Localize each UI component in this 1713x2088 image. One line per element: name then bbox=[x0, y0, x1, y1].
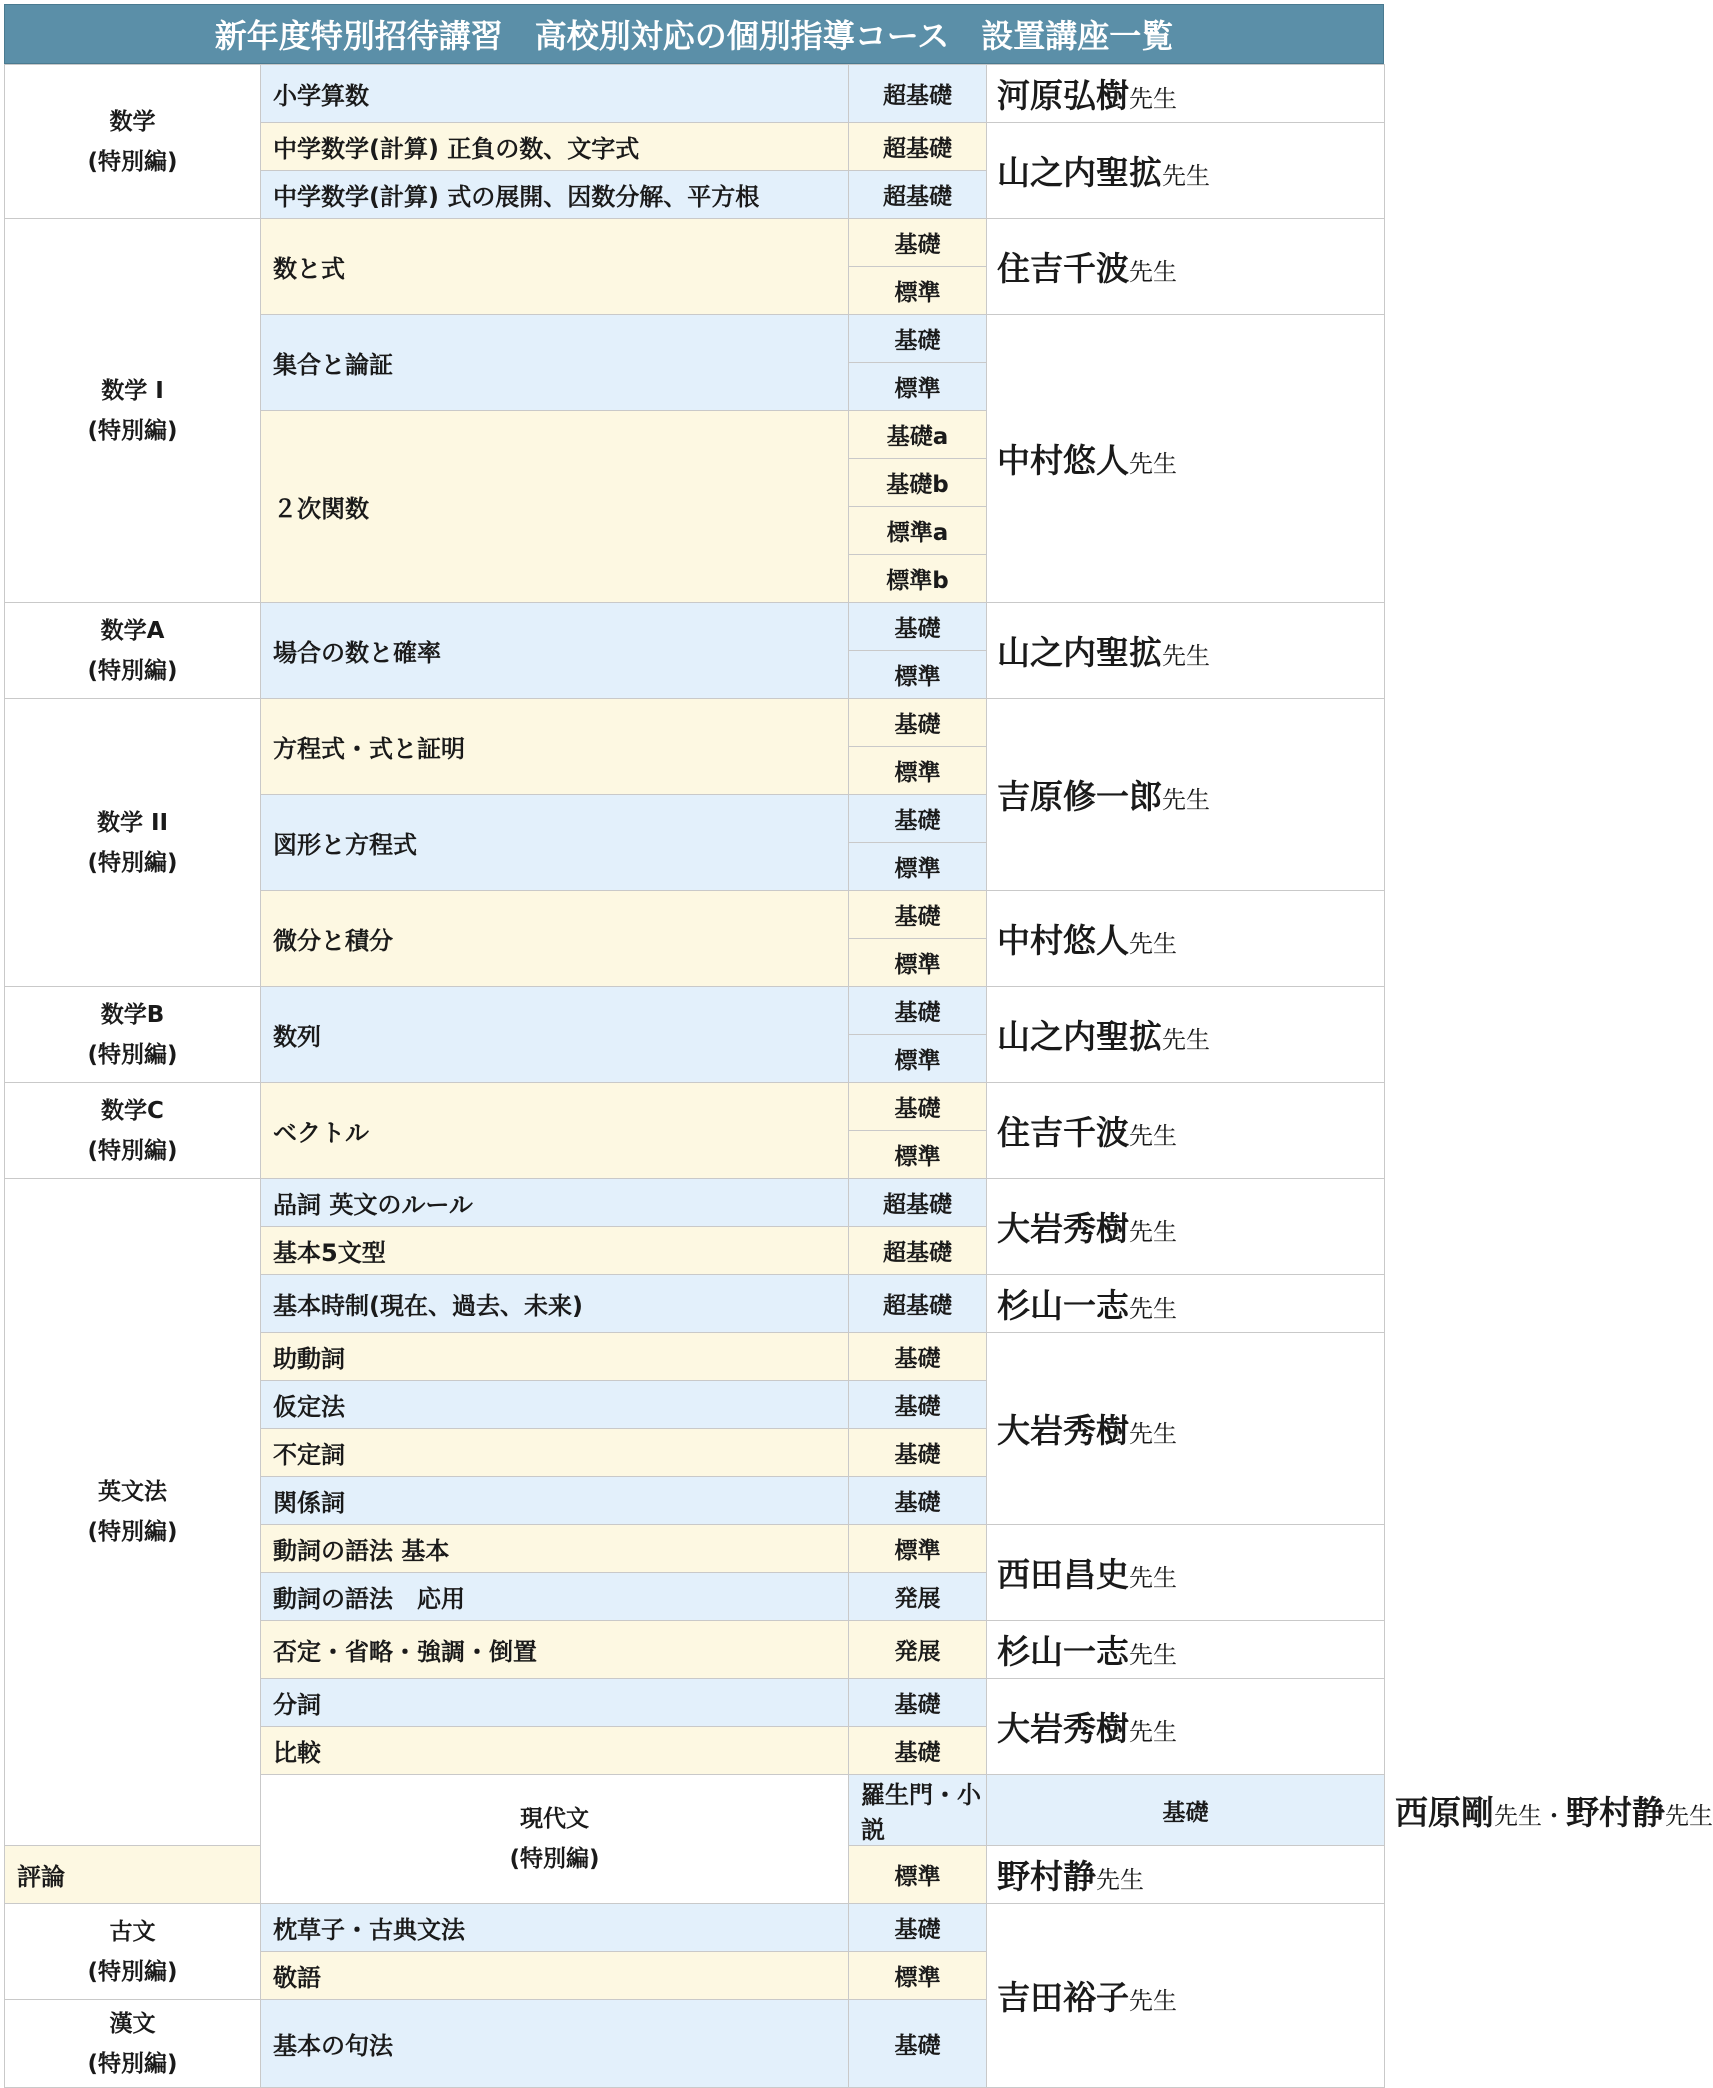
course-level: 基礎b bbox=[849, 459, 987, 507]
course-level: 標準 bbox=[849, 939, 987, 987]
course-topic: 否定・省略・強調・倒置 bbox=[261, 1621, 849, 1679]
course-topic: 場合の数と確率 bbox=[261, 603, 849, 699]
teacher-cell bbox=[987, 1275, 1385, 1333]
teacher-suffix: 先生 bbox=[1494, 1801, 1542, 1830]
subject-cell bbox=[5, 1083, 261, 1179]
subject-edition: (特別編) bbox=[87, 849, 178, 876]
course-level: 基礎 bbox=[849, 891, 987, 939]
course-level: 標準 bbox=[849, 363, 987, 411]
subject-name: 数学 I bbox=[101, 377, 164, 404]
course-level: 標準 bbox=[849, 1131, 987, 1179]
teacher-cell bbox=[987, 891, 1385, 987]
course-level: 標準a bbox=[849, 507, 987, 555]
teacher-cell bbox=[987, 1179, 1385, 1275]
teacher-suffix: 先生 bbox=[1129, 450, 1177, 478]
subject-name: 古文 bbox=[109, 1918, 156, 1945]
course-level: 発展 bbox=[849, 1621, 987, 1679]
subject-edition: (特別編) bbox=[87, 1041, 178, 1068]
course-topic: 集合と論証 bbox=[261, 315, 849, 411]
course-level: 基礎 bbox=[987, 1775, 1385, 1846]
teacher-suffix: 先生 bbox=[1162, 1026, 1210, 1054]
teacher-cell bbox=[987, 1621, 1385, 1679]
course-topic: 品詞 英文のルール bbox=[261, 1179, 849, 1227]
subject-name: 英文法 bbox=[98, 1479, 167, 1505]
course-topic: 小学算数 bbox=[261, 65, 849, 123]
teacher-name: 大岩秀樹 bbox=[997, 1709, 1129, 1748]
course-topic: 羅生門・小説 bbox=[849, 1775, 987, 1846]
teacher-name: 野村静 bbox=[997, 1857, 1096, 1896]
course-topic: 中学数学(計算) 正負の数、文字式 bbox=[261, 123, 849, 171]
course-level: 基礎 bbox=[849, 987, 987, 1035]
course-level: 基礎 bbox=[849, 1679, 987, 1727]
teacher-suffix: 先生 bbox=[1129, 1420, 1177, 1448]
teacher-cell bbox=[987, 1333, 1385, 1525]
course-level: 基礎 bbox=[849, 603, 987, 651]
course-topic: 助動詞 bbox=[261, 1333, 849, 1381]
course-level: 標準 bbox=[849, 267, 987, 315]
teacher-cell bbox=[987, 1083, 1385, 1179]
teacher-cell bbox=[987, 219, 1385, 315]
course-table bbox=[4, 64, 1713, 2088]
teacher-suffix: 先生 bbox=[1129, 1122, 1177, 1150]
course-level: 基礎 bbox=[849, 1429, 987, 1477]
teacher-suffix: 先生 bbox=[1665, 1801, 1713, 1830]
subject-name: 数学 bbox=[109, 108, 156, 135]
teacher-name: 山之内聖拡 bbox=[997, 1017, 1162, 1056]
teacher-name: 住吉千波 bbox=[997, 249, 1129, 288]
course-topic: 仮定法 bbox=[261, 1381, 849, 1429]
subject-cell bbox=[5, 1904, 261, 2000]
subject-cell bbox=[261, 1775, 849, 1904]
course-topic: 比較 bbox=[261, 1727, 849, 1775]
course-level: 標準 bbox=[849, 651, 987, 699]
table-row bbox=[5, 1904, 1385, 1952]
course-level: 基礎 bbox=[849, 315, 987, 363]
course-level: 基礎 bbox=[849, 1083, 987, 1131]
subject-cell bbox=[5, 1179, 261, 1846]
course-level: 基礎 bbox=[849, 699, 987, 747]
teacher-name: 山之内聖拡 bbox=[997, 153, 1162, 192]
subject-cell bbox=[5, 699, 261, 987]
course-level: 標準b bbox=[849, 555, 987, 603]
subject-name: 数学A bbox=[100, 617, 165, 644]
teacher-suffix: 先生 bbox=[1129, 85, 1177, 113]
subject-edition: (特別編) bbox=[87, 1137, 178, 1164]
page-title: 新年度特別招待講習 高校別対応の個別指導コース 設置講座一覧 bbox=[4, 4, 1384, 64]
teacher-suffix: 先生 bbox=[1162, 162, 1210, 190]
course-level: 超基礎 bbox=[849, 171, 987, 219]
course-topic: 中学数学(計算) 式の展開、因数分解、平方根 bbox=[261, 171, 849, 219]
course-level: 基礎 bbox=[849, 1727, 987, 1775]
teacher-name: 杉山一志 bbox=[997, 1286, 1129, 1325]
course-level: 超基礎 bbox=[849, 123, 987, 171]
teacher-cell bbox=[987, 65, 1385, 123]
subject-name: 数学C bbox=[101, 1097, 164, 1124]
course-level: 超基礎 bbox=[849, 1227, 987, 1275]
teacher-cell bbox=[987, 1525, 1385, 1621]
teacher-suffix: 先生 bbox=[1096, 1866, 1144, 1894]
teacher-cell bbox=[987, 123, 1385, 219]
course-topic: 敬語 bbox=[261, 1952, 849, 2000]
teacher-name: 中村悠人 bbox=[997, 921, 1129, 960]
course-topic: 関係詞 bbox=[261, 1477, 849, 1525]
subject-edition: (特別編) bbox=[509, 1846, 600, 1872]
subject-cell bbox=[5, 65, 261, 219]
teacher-suffix: 先生 bbox=[1129, 930, 1177, 958]
teacher-name: 野村静 bbox=[1566, 1792, 1665, 1832]
course-topic: ２次関数 bbox=[261, 411, 849, 603]
course-level: 超基礎 bbox=[849, 1275, 987, 1333]
course-topic: 数と式 bbox=[261, 219, 849, 315]
course-level: 標準 bbox=[849, 843, 987, 891]
teacher-suffix: 先生 bbox=[1129, 1295, 1177, 1323]
course-level: 基礎 bbox=[849, 1381, 987, 1429]
teacher-cell bbox=[987, 315, 1385, 603]
course-topic: 評論 bbox=[5, 1846, 261, 1904]
teacher-suffix: 先生 bbox=[1129, 1718, 1177, 1746]
name-separator: ・ bbox=[1542, 1801, 1566, 1830]
subject-name: 数学B bbox=[100, 1001, 165, 1028]
course-topic: 動詞の語法 応用 bbox=[261, 1573, 849, 1621]
teacher-suffix: 先生 bbox=[1129, 258, 1177, 286]
teacher-name: 杉山一志 bbox=[997, 1632, 1129, 1671]
teacher-cell bbox=[987, 1846, 1385, 1904]
teacher-suffix: 先生 bbox=[1162, 786, 1210, 814]
subject-name: 現代文 bbox=[520, 1806, 589, 1832]
subject-name: 数学 II bbox=[96, 809, 169, 836]
course-level: 標準 bbox=[849, 1525, 987, 1573]
table-row bbox=[5, 987, 1385, 1035]
table-row bbox=[5, 1083, 1385, 1131]
teacher-suffix: 先生 bbox=[1129, 1987, 1177, 2015]
subject-edition: (特別編) bbox=[87, 1958, 178, 1985]
teacher-name: 住吉千波 bbox=[997, 1113, 1129, 1152]
teacher-suffix: 先生 bbox=[1129, 1641, 1177, 1669]
table-row bbox=[5, 219, 1385, 267]
teacher-name: 河原弘樹 bbox=[997, 76, 1129, 115]
course-level: 標準 bbox=[849, 747, 987, 795]
teacher-name: 山之内聖拡 bbox=[997, 633, 1162, 672]
course-topic: ベクトル bbox=[261, 1083, 849, 1179]
subject-cell bbox=[5, 219, 261, 603]
course-topic: 方程式・式と証明 bbox=[261, 699, 849, 795]
teacher-name: 中村悠人 bbox=[997, 441, 1129, 480]
subject-cell bbox=[5, 2000, 261, 2088]
subject-cell bbox=[5, 987, 261, 1083]
course-topic: 分詞 bbox=[261, 1679, 849, 1727]
course-topic: 図形と方程式 bbox=[261, 795, 849, 891]
course-level: 標準 bbox=[849, 1846, 987, 1904]
teacher-cell bbox=[987, 1679, 1385, 1775]
subject-edition: (特別編) bbox=[87, 1519, 178, 1545]
table-row bbox=[5, 1179, 1385, 1227]
course-topic: 不定詞 bbox=[261, 1429, 849, 1477]
teacher-cell bbox=[987, 987, 1385, 1083]
teacher-suffix: 先生 bbox=[1129, 1218, 1177, 1246]
course-level: 基礎 bbox=[849, 1904, 987, 1952]
table-row bbox=[5, 603, 1385, 651]
table-row bbox=[5, 699, 1385, 747]
subject-edition: (特別編) bbox=[87, 2050, 178, 2077]
table-row bbox=[5, 65, 1385, 123]
course-level: 基礎 bbox=[849, 1333, 987, 1381]
course-topic: 枕草子・古典文法 bbox=[261, 1904, 849, 1952]
course-topic: 動詞の語法 基本 bbox=[261, 1525, 849, 1573]
course-level: 標準 bbox=[849, 1035, 987, 1083]
subject-edition: (特別編) bbox=[87, 417, 178, 444]
course-level: 超基礎 bbox=[849, 1179, 987, 1227]
teacher-suffix: 先生 bbox=[1129, 1564, 1177, 1592]
course-level: 基礎 bbox=[849, 1477, 987, 1525]
course-level: 超基礎 bbox=[849, 65, 987, 123]
teacher-name: 吉原修一郎 bbox=[997, 777, 1162, 816]
subject-cell bbox=[5, 603, 261, 699]
course-level: 基礎 bbox=[849, 795, 987, 843]
course-topic: 基本時制(現在、過去、未来) bbox=[261, 1275, 849, 1333]
subject-name: 漢文 bbox=[109, 2010, 156, 2037]
course-topic: 基本5文型 bbox=[261, 1227, 849, 1275]
teacher-name: 大岩秀樹 bbox=[997, 1411, 1129, 1450]
course-topic: 数列 bbox=[261, 987, 849, 1083]
teacher-name: 西田昌史 bbox=[997, 1555, 1129, 1594]
course-level: 基礎 bbox=[849, 219, 987, 267]
teacher-cell bbox=[987, 699, 1385, 891]
teacher-cell bbox=[987, 1904, 1385, 2088]
teacher-name: 西原剛 bbox=[1395, 1792, 1494, 1832]
subject-edition: (特別編) bbox=[87, 657, 178, 684]
subject-edition: (特別編) bbox=[87, 148, 178, 175]
teacher-name: 吉田裕子 bbox=[997, 1978, 1129, 2017]
course-level: 基礎a bbox=[849, 411, 987, 459]
teacher-name: 大岩秀樹 bbox=[997, 1209, 1129, 1248]
course-topic: 微分と積分 bbox=[261, 891, 849, 987]
course-level: 標準 bbox=[849, 1952, 987, 2000]
course-level: 基礎 bbox=[849, 2000, 987, 2088]
course-topic: 基本の句法 bbox=[261, 2000, 849, 2088]
teacher-cell bbox=[987, 603, 1385, 699]
teacher-suffix: 先生 bbox=[1162, 642, 1210, 670]
course-level: 発展 bbox=[849, 1573, 987, 1621]
